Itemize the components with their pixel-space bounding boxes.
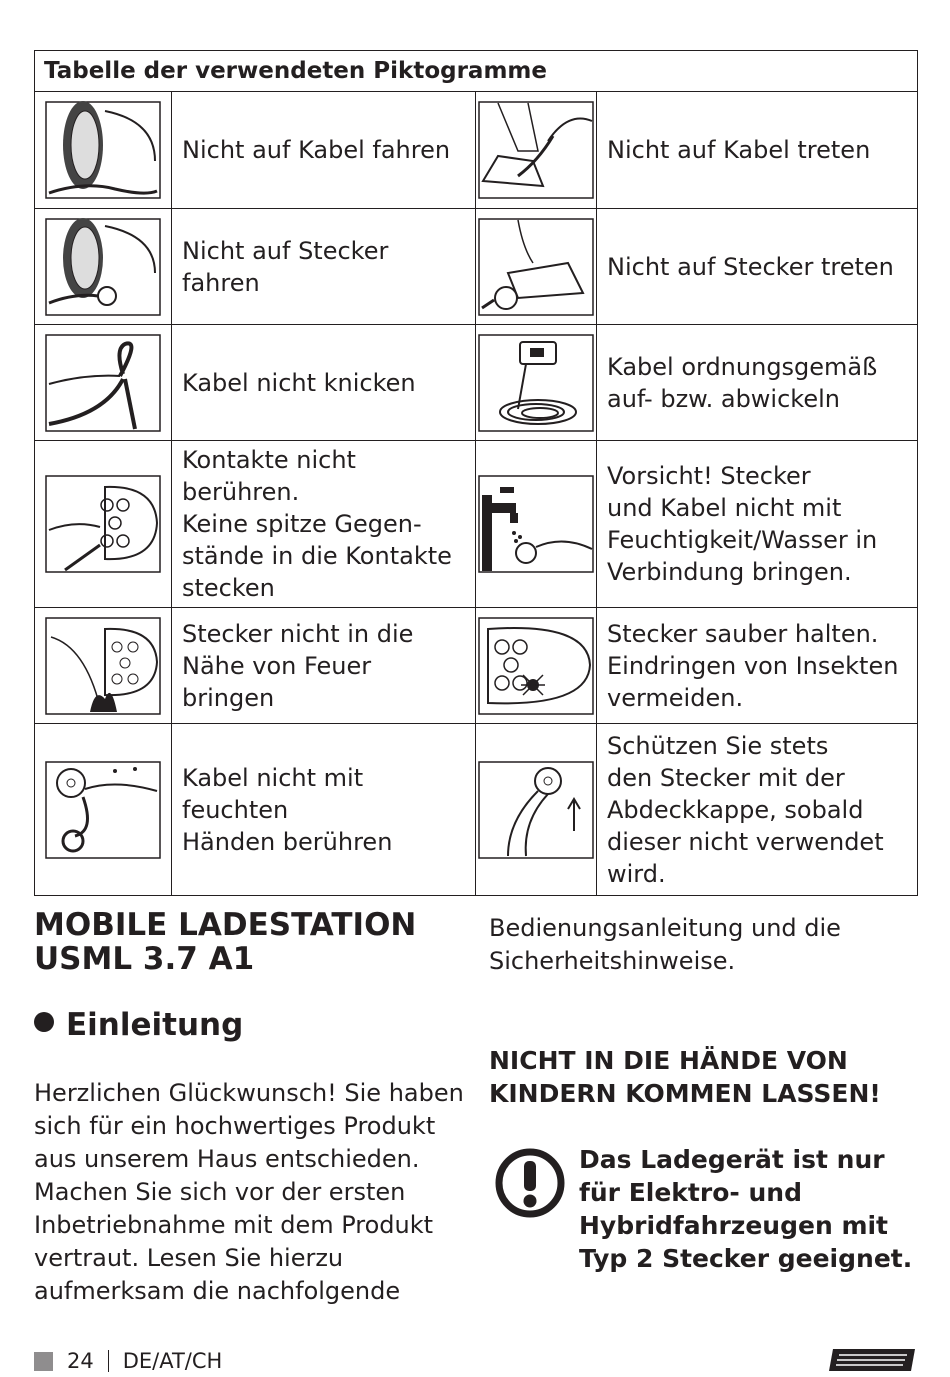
pictogram-label: Vorsicht! Stecker und Kabel nicht mit Feuchtigkeit/Wasser in Verbindung bringen. [597,441,918,608]
wet-hands-plug-icon [35,724,172,896]
pictogram-table [34,50,918,896]
product-heading: MOBILE LADESTATION USML 3.7 A1 [34,907,417,977]
table-row [35,441,918,608]
hand-kinking-cable-icon [35,325,172,441]
car-wheel-over-cable-icon [35,92,172,209]
pictogram-label: Stecker nicht in die Nähe von Feuer bringen [172,608,476,724]
locale-label: DE/AT/CH [122,1349,223,1373]
pictogram-label: Kabel ordnungsgemäß auf- bzw. abwickeln [597,325,918,441]
finger-touching-contacts-icon [35,441,172,608]
pictogram-label: Nicht auf Stecker fahren [172,209,476,325]
plug-with-spider-icon [476,608,597,724]
section-heading [34,1006,243,1044]
footer-marker-icon [34,1352,53,1371]
car-wheel-over-plug-icon [35,209,172,325]
table-row [35,724,918,896]
bullet-icon [34,1012,54,1032]
table-row [35,92,918,209]
children-warning: NICHT IN DIE HÄNDE VON KINDERN KOMMEN LASSEN! [489,1046,881,1108]
section-title: Einleitung [66,1007,244,1043]
compatibility-notice: Das Ladegerät ist nur für Elektro- und Hybridfahrzeugen mit Typ 2 Stecker geeignet. [579,1145,913,1273]
coiled-cable-icon [476,325,597,441]
table-row [35,209,918,325]
exclamation-circle-icon [494,1147,566,1223]
water-tap-plug-icon [476,441,597,608]
pictogram-label: Nicht auf Stecker treten [597,209,918,325]
footer-divider [108,1350,109,1372]
page-footer [34,1348,222,1374]
pictogram-label: Kabel nicht mit feuchten Händen berühren [172,724,476,896]
pictogram-label: Kabel nicht knicken [172,325,476,441]
pictogram-label: Stecker sauber halten. Eindringen von Insekten vermeiden. [597,608,918,724]
table-row [35,325,918,441]
pictogram-label: Schützen Sie stets den Stecker mit der Abdeckkappe, sobald dieser nicht verwendet wird. [597,724,918,896]
pictogram-label: Kontakte nicht berühren. Keine spitze Gegen- stände in die Kontakte stecken [172,441,476,608]
table-row [35,608,918,724]
foot-on-plug-icon [476,209,597,325]
table-title: Tabelle der verwendeten Piktogramme [35,51,918,92]
intro-continuation: Bedienungsanleitung und die Sicherheitshinweise. [489,914,841,975]
brand-logo [829,1347,917,1377]
foot-on-cable-icon [476,92,597,209]
plug-protective-cap-icon [476,724,597,896]
intro-paragraph: Herzlichen Glückwunsch! Sie haben sich für ein hochwertiges Produkt aus unserem Haus entschieden. Machen Sie sich vor der ersten Inbetriebnahme mit dem Produkt vertraut. Lesen Sie hierzu aufmerksam die nachfolgende [34,1079,464,1305]
pictogram-label: Nicht auf Kabel treten [597,92,918,209]
plug-near-fire-icon [35,608,172,724]
pictogram-label: Nicht auf Kabel fahren [172,92,476,209]
page-number: 24 [67,1349,94,1373]
